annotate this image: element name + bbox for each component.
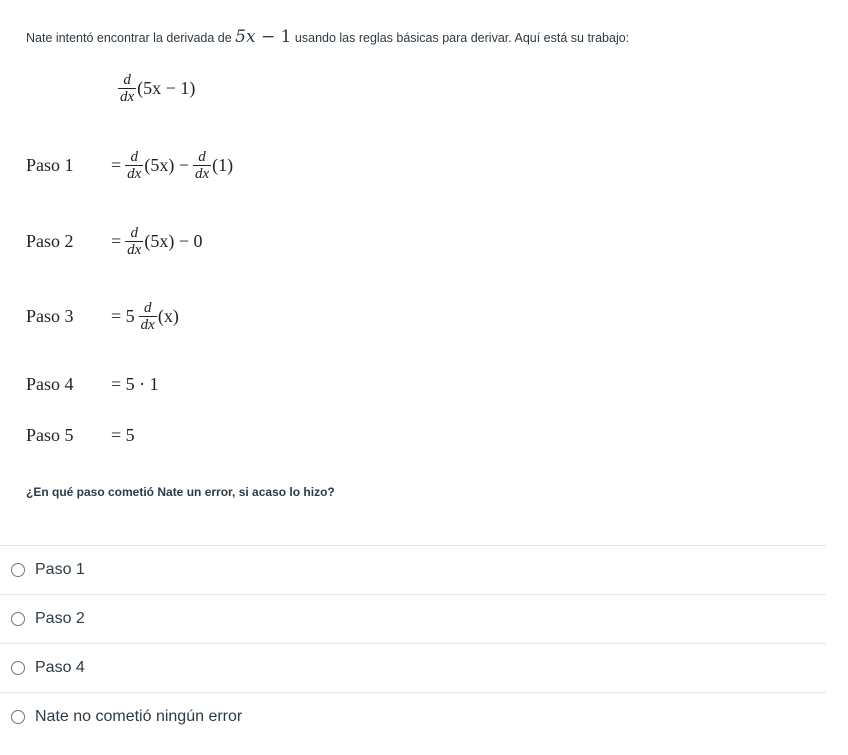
- radio-button[interactable]: [11, 661, 25, 675]
- frac-numerator: d: [198, 148, 206, 165]
- intro-text: [26, 27, 629, 47]
- step-label: Paso 1: [26, 154, 74, 175]
- step-label: Paso 2: [26, 230, 74, 251]
- step-equals: = 5 · 1: [111, 373, 159, 394]
- intro-expression-rest: − 1: [255, 27, 292, 47]
- step-equals: = 5: [111, 305, 135, 326]
- step-equals: = 5: [111, 424, 135, 445]
- derivative-operator: [118, 72, 136, 105]
- choice-label: Paso 4: [35, 659, 85, 676]
- step-3: [26, 296, 179, 336]
- step-label: Paso 5: [26, 424, 74, 445]
- step-expression: (5x) −: [144, 154, 189, 175]
- start-expression: (5x − 1): [137, 78, 196, 98]
- choice-label: Paso 2: [35, 610, 85, 627]
- step-1: [26, 145, 233, 185]
- choice-label: Paso 1: [35, 561, 85, 578]
- frac-denominator: dx: [127, 165, 142, 182]
- frac-numerator: d: [143, 299, 152, 316]
- radio-button[interactable]: [11, 612, 25, 626]
- frac-denominator: dx: [140, 316, 155, 333]
- step-label: Paso 3: [26, 305, 74, 326]
- frac-denominator: dx: [194, 165, 210, 182]
- derivative-operator: [125, 149, 143, 182]
- step-expression: (5x) − 0: [144, 230, 203, 251]
- step-equals: =: [111, 154, 122, 175]
- step-equals: =: [111, 230, 122, 251]
- radio-button[interactable]: [11, 563, 25, 577]
- intro-expression: [235, 27, 291, 47]
- step-2: [26, 221, 202, 261]
- choice-no-error[interactable]: [0, 692, 826, 741]
- radio-button[interactable]: [11, 710, 25, 724]
- step-label: Paso 4: [26, 373, 74, 394]
- frac-numerator: d: [123, 72, 131, 88]
- derivative-operator: [193, 149, 211, 182]
- frac-denominator: dx: [127, 241, 142, 258]
- intro-after: usando las reglas básicas para derivar. Aquí está su trabajo:: [291, 31, 630, 45]
- step-expression: (x): [157, 305, 179, 326]
- derivative-operator: [125, 225, 143, 258]
- derivation-start: [117, 72, 195, 105]
- derivative-operator: [139, 300, 157, 333]
- step-5: [26, 415, 138, 455]
- answer-choices: [0, 545, 826, 741]
- step-expression: (1): [212, 154, 234, 175]
- choice-paso-4[interactable]: [0, 643, 826, 692]
- choice-paso-2[interactable]: [0, 594, 826, 643]
- frac-denominator: dx: [120, 89, 135, 105]
- intro-before: Nate intentó encontrar la derivada de: [26, 31, 236, 45]
- frac-numerator: d: [130, 224, 138, 241]
- frac-numerator: d: [130, 148, 138, 165]
- question-text: ¿En qué paso cometió Nate un error, si acaso lo hizo?: [26, 485, 335, 499]
- choice-label: Nate no cometió ningún error: [35, 708, 243, 725]
- choice-paso-1[interactable]: [0, 545, 826, 594]
- intro-expression-var: 5x: [235, 27, 256, 47]
- step-4: [26, 364, 162, 404]
